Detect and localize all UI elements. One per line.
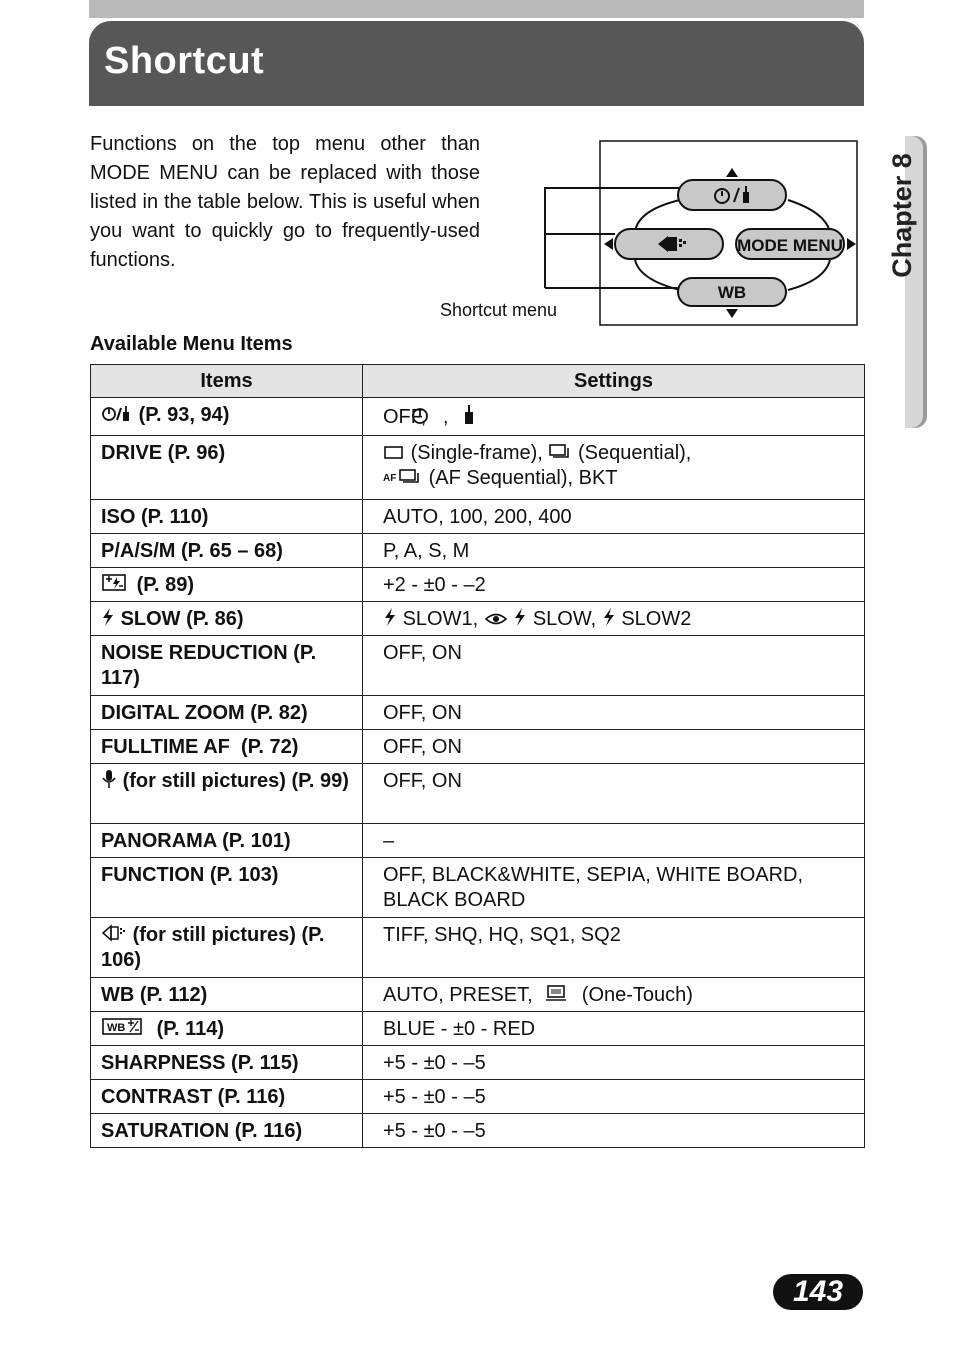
setting-text: +2 - ±0 - –2 [383,574,486,596]
item-cell [91,436,363,500]
item-text: ISO (P. 110) [101,506,209,528]
item-text: SATURATION (P. 116) [101,1120,303,1142]
flash-icon [513,607,527,627]
item-text: WB (P. 112) [101,984,208,1006]
setting-cell [363,858,865,918]
item-cell [91,568,363,602]
item-text: DRIVE (P. 96) [101,442,226,464]
item-cell [91,602,363,636]
remote-icon [462,403,476,425]
column-header-settings: Settings [363,365,865,398]
setting-text: +5 - ±0 - –5 [383,1086,486,1108]
self-timer-remote-icon [101,403,133,423]
item-cell [91,696,363,730]
top-rule [89,0,864,18]
item-text: (for still pictures) (P. 99) [122,770,349,792]
table-row [91,602,865,636]
item-text: FUNCTION (P. 103) [101,864,279,886]
table-row [91,696,865,730]
table-heading: Available Menu Items [90,333,293,355]
top-shortcut-button[interactable] [678,180,786,210]
setting-text: (Sequential), [577,442,692,464]
setting-cell [363,978,865,1012]
setting-cell [363,500,865,534]
flash-compensation-icon [101,573,131,593]
setting-cell [363,398,865,436]
setting-text: OFF, ON [383,736,462,758]
setting-text: SLOW, [532,608,597,630]
item-cell [91,636,363,696]
setting-text: (AF Sequential), BKT [428,467,618,489]
setting-text: +5 - ±0 - –5 [383,1120,486,1142]
setting-text: P, A, S, M [383,540,470,562]
setting-text: AUTO, PRESET, [383,984,533,1006]
svg-text:AF: AF [383,473,397,484]
af-sequential-icon [383,468,423,486]
item-cell [91,500,363,534]
page-number: 143 [773,1274,863,1310]
item-text: DIGITAL ZOOM (P. 82) [101,702,308,724]
setting-cell [363,1012,865,1046]
table-header-row [91,365,865,398]
item-cell [91,858,363,918]
table-row [91,436,865,500]
chapter-label-text: Chapter 8 [886,152,917,278]
setting-text: OFF, ON [383,770,462,792]
table-row [91,978,865,1012]
table-row [91,918,865,978]
red-eye-icon [484,611,508,627]
setting-cell [363,1080,865,1114]
item-cell [91,398,363,436]
flash-icon [101,607,115,627]
single-frame-icon [383,445,405,461]
setting-text: OFF, , [383,406,449,428]
setting-text: OFF, ON [383,642,462,664]
microphone-icon [101,769,117,789]
item-text: FULLTIME AF (P. 72) [101,736,299,758]
table-row [91,500,865,534]
table-row [91,398,865,436]
setting-cell [363,568,865,602]
item-text: SLOW (P. 86) [120,608,244,630]
table-row [91,764,865,824]
setting-text: (One-Touch) [581,984,693,1006]
table-row [91,1012,865,1046]
one-touch-wb-icon [544,983,570,1003]
self-timer-icon [410,405,430,425]
shortcut-menu-diagram [540,140,862,330]
item-cell [91,1012,363,1046]
setting-text: (Single-frame), [410,442,543,464]
chapter-label [872,135,932,295]
item-cell [91,824,363,858]
item-cell [91,1114,363,1148]
intro-paragraph: Functions on the top menu other than MODE MENU can be replaced with those listed in the table below. This is useful when you want to quickly go to frequently-used functions. [90,133,480,271]
wb-label: WB [717,283,747,302]
item-text: PANORAMA (P. 101) [101,830,291,852]
table-row [91,568,865,602]
setting-text: +5 - ±0 - –5 [383,1052,486,1074]
wb-shortcut-button[interactable] [678,278,786,306]
diagram-caption: Shortcut menu [440,300,558,320]
setting-text: SLOW1, [402,608,479,630]
setting-text: AUTO, 100, 200, 400 [383,506,572,528]
mode-menu-label: MODE MENU [737,236,843,255]
setting-cell [363,918,865,978]
item-text: SHARPNESS (P. 115) [101,1052,299,1074]
mode-menu-button[interactable] [736,229,844,259]
table-row [91,1114,865,1148]
setting-cell [363,764,865,824]
menu-items-table [90,364,865,1148]
setting-text: – [383,830,395,852]
table-row [91,730,865,764]
setting-cell [363,730,865,764]
setting-text: TIFF, SHQ, HQ, SQ1, SQ2 [383,924,621,946]
item-text: (P. 93, 94) [138,404,230,426]
setting-cell [363,436,865,500]
setting-text: BLUE - ±0 - RED [383,1018,536,1040]
left-shortcut-button[interactable] [615,229,723,259]
table-row [91,1046,865,1080]
item-text: (P. 114) [156,1018,225,1040]
item-cell [91,534,363,568]
item-text: CONTRAST (P. 116) [101,1086,286,1108]
sequential-icon [548,443,572,461]
setting-text: OFF, BLACK&WHITE, SEPIA, WHITE BOARD, BLACK BOARD [383,864,804,911]
setting-cell [363,1046,865,1080]
setting-text: SLOW2 [621,608,692,630]
wb-compensation-icon [101,1017,145,1037]
item-text: (P. 89) [136,574,195,596]
column-header-items: Items [91,365,363,398]
flash-icon [383,607,397,627]
table-row [91,636,865,696]
image-quality-icon [101,923,127,943]
item-cell [91,1080,363,1114]
item-cell [91,918,363,978]
item-cell [91,978,363,1012]
setting-cell [363,636,865,696]
flash-icon [602,607,616,627]
setting-cell [363,824,865,858]
table-row [91,534,865,568]
setting-cell [363,602,865,636]
table-row [91,824,865,858]
page-header [89,18,864,106]
setting-cell [363,1114,865,1148]
svg-text:WB: WB [107,1022,126,1034]
item-text: NOISE REDUCTION (P. 117) [101,642,317,689]
item-cell [91,764,363,824]
setting-cell [363,534,865,568]
item-text: (for still pictures) (P. 106) [101,924,325,971]
page-title: Shortcut [104,40,265,82]
table-row [91,858,865,918]
setting-cell [363,696,865,730]
setting-text: OFF, ON [383,702,462,724]
item-text: P/A/S/M (P. 65 – 68) [101,540,283,562]
item-cell [91,730,363,764]
item-cell [91,1046,363,1080]
table-row [91,1080,865,1114]
